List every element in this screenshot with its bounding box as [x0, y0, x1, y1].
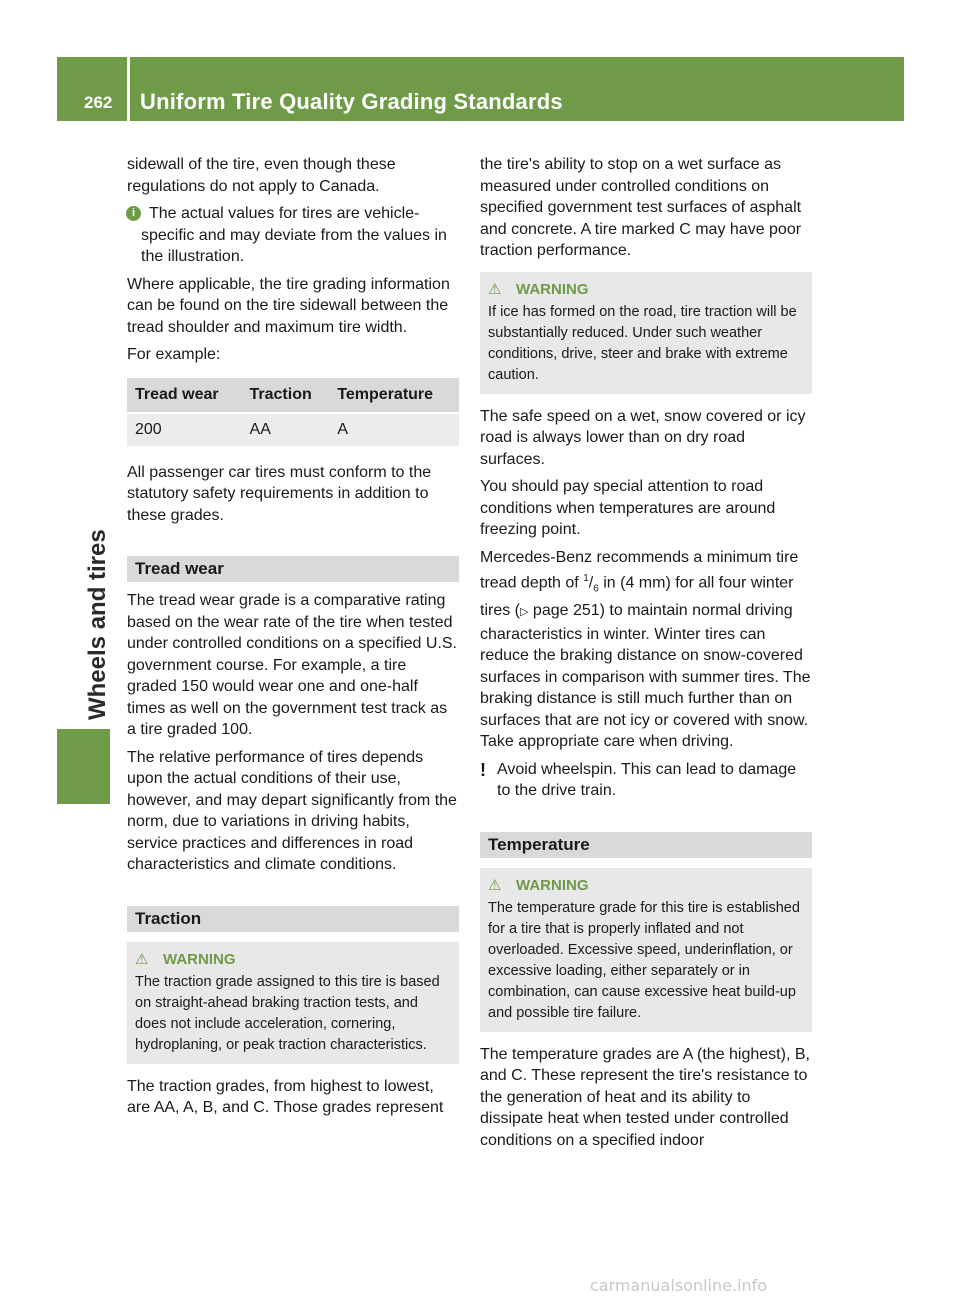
warning-triangle-icon: ⚠: [488, 280, 502, 298]
paragraph: The relative performance of tires depends upon the actual conditions of their use, however, and may depart significantly from the norm, due to variations in driving habits, service practices and differences in road characteristics and climate conditions.: [127, 748, 457, 873]
paragraph: Where applicable, the tire grading information can be found on the tire sidewall between the tread shoulder and maximum tire width.: [127, 275, 450, 336]
paragraph: The traction grades, from highest to lowest, are AA, A, B, and C. Those grades represent: [127, 1077, 444, 1116]
warning-box: [480, 868, 812, 1032]
table-header-cell: Tread wear: [127, 378, 242, 413]
text-run: in (4 mm) for all four winter tires (: [480, 574, 794, 620]
caution-text: Avoid wheelspin. This can lead to damage to the drive train.: [497, 760, 797, 800]
side-tab-marker: [57, 729, 110, 804]
fraction-numerator: 1: [583, 573, 589, 584]
warning-title-text: WARNING: [516, 876, 589, 894]
paragraph: The safe speed on a wet, snow covered or icy road is always lower than on dry road surfaces.: [480, 407, 806, 468]
grade-example-table: [127, 378, 459, 446]
paragraph: For example:: [127, 346, 221, 363]
info-note: [127, 203, 459, 268]
page-title: Uniform Tire Quality Grading Standards: [140, 89, 563, 114]
section-heading-tread-wear: Tread wear: [127, 556, 459, 582]
table-header-cell: Traction: [242, 378, 330, 413]
section-heading-temperature: Temperature: [480, 832, 812, 858]
page-reference-link[interactable]: page 251: [532, 602, 600, 620]
table-cell: A: [329, 413, 459, 446]
table-header-row: [127, 378, 459, 413]
table-cell: 200: [127, 413, 242, 446]
page-reference-arrow-icon: ▷: [520, 606, 529, 619]
text-run: ) to maintain normal driving characteristics in winter. Winter tires can reduce the braking distance on snow-covered surfaces in comparison with summer tires. The braking distance is still much further than on surfaces that are not icy or covered with snow. Take appropriate care when driving.: [480, 602, 811, 751]
paragraph: The tread wear grade is a comparative rating based on the wear rate of the tire when tested under controlled conditions on a specified U.S. government course. For example, a tire graded 150 would wear one and one-half times as well on the government test track as a tire graded 100.: [127, 592, 457, 738]
paragraph: All passenger car tires must conform to the statutory safety requirements in addition to these grades.: [127, 463, 432, 524]
table-header-cell: Temperature: [329, 378, 459, 413]
header-divider: [127, 57, 130, 121]
warning-text: If ice has formed on the road, tire traction will be substantially reduced. Under such weather conditions, drive, steer and brake with extreme caution.: [488, 303, 797, 383]
warning-box: [480, 272, 812, 394]
warning-text: The temperature grade for this tire is established for a tire that is properly inflated and not overloaded. Excessive speed, underinflation, or excessive loading, either separately or in combination, can cause excessive heat build-up and possible tire failure.: [488, 899, 800, 1021]
table-row: [127, 413, 459, 446]
watermark: carmanualsonline.info: [590, 1276, 768, 1295]
warning-box: [127, 942, 459, 1064]
warning-triangle-icon: ⚠: [488, 876, 502, 894]
warning-triangle-icon: ⚠: [135, 950, 149, 968]
section-heading-traction: Traction: [127, 906, 459, 932]
warning-text: The traction grade assigned to this tire is based on straight-ahead braking traction tests, and does not include acceleration, cornering, hydroplaning, or peak traction characteristics.: [135, 973, 440, 1053]
exclamation-icon: !: [480, 759, 486, 780]
right-column: [480, 154, 812, 1157]
caution-note: [480, 759, 812, 802]
left-column: [127, 154, 459, 1125]
paragraph: sidewall of the tire, even though these regulations do not apply to Canada.: [127, 156, 396, 195]
warning-title-text: WARNING: [516, 280, 589, 298]
info-note-text: The actual values for tires are vehicle-specific and may deviate from the values in the illustration.: [141, 205, 447, 265]
paragraph: You should pay special attention to road conditions when temperatures are around freezing point.: [480, 478, 776, 538]
fraction-denominator: 6: [593, 583, 599, 595]
paragraph: The temperature grades are A (the highest), B, and C. These represent the tire's resistance to the generation of heat and its ability to dissipate heat when tested under controlled conditions on a specified indoor: [480, 1045, 810, 1149]
paragraph: the tire's ability to stop on a wet surface as measured under controlled conditions on specified government test surfaces of asphalt and concrete. A tire marked C may have poor traction performance.: [480, 156, 802, 259]
info-icon: i: [126, 206, 141, 221]
table-cell: AA: [242, 413, 330, 446]
paragraph: Mercedes-Benz recommends a minimum tire tread depth of $^1/_6$ in (4 mm) for all four winter tires (▷ page 251) to maintain normal driving characteristics in winter. Winter tires can reduce the braking distance on snow-covered surfaces in comparison with summer tires. The braking distance is still much further than on surfaces that are not icy or covered with snow. Take appropriate care when driving.: [480, 548, 811, 751]
warning-title: [488, 279, 804, 300]
text-run: Mercedes-Benz recommends a minimum tire tread depth of: [480, 548, 799, 592]
page-number: 262: [84, 93, 113, 112]
side-tab-label: Wheels and tires: [84, 529, 111, 720]
warning-title: [135, 949, 451, 970]
warning-title-text: WARNING: [163, 950, 236, 968]
warning-title: [488, 875, 804, 896]
